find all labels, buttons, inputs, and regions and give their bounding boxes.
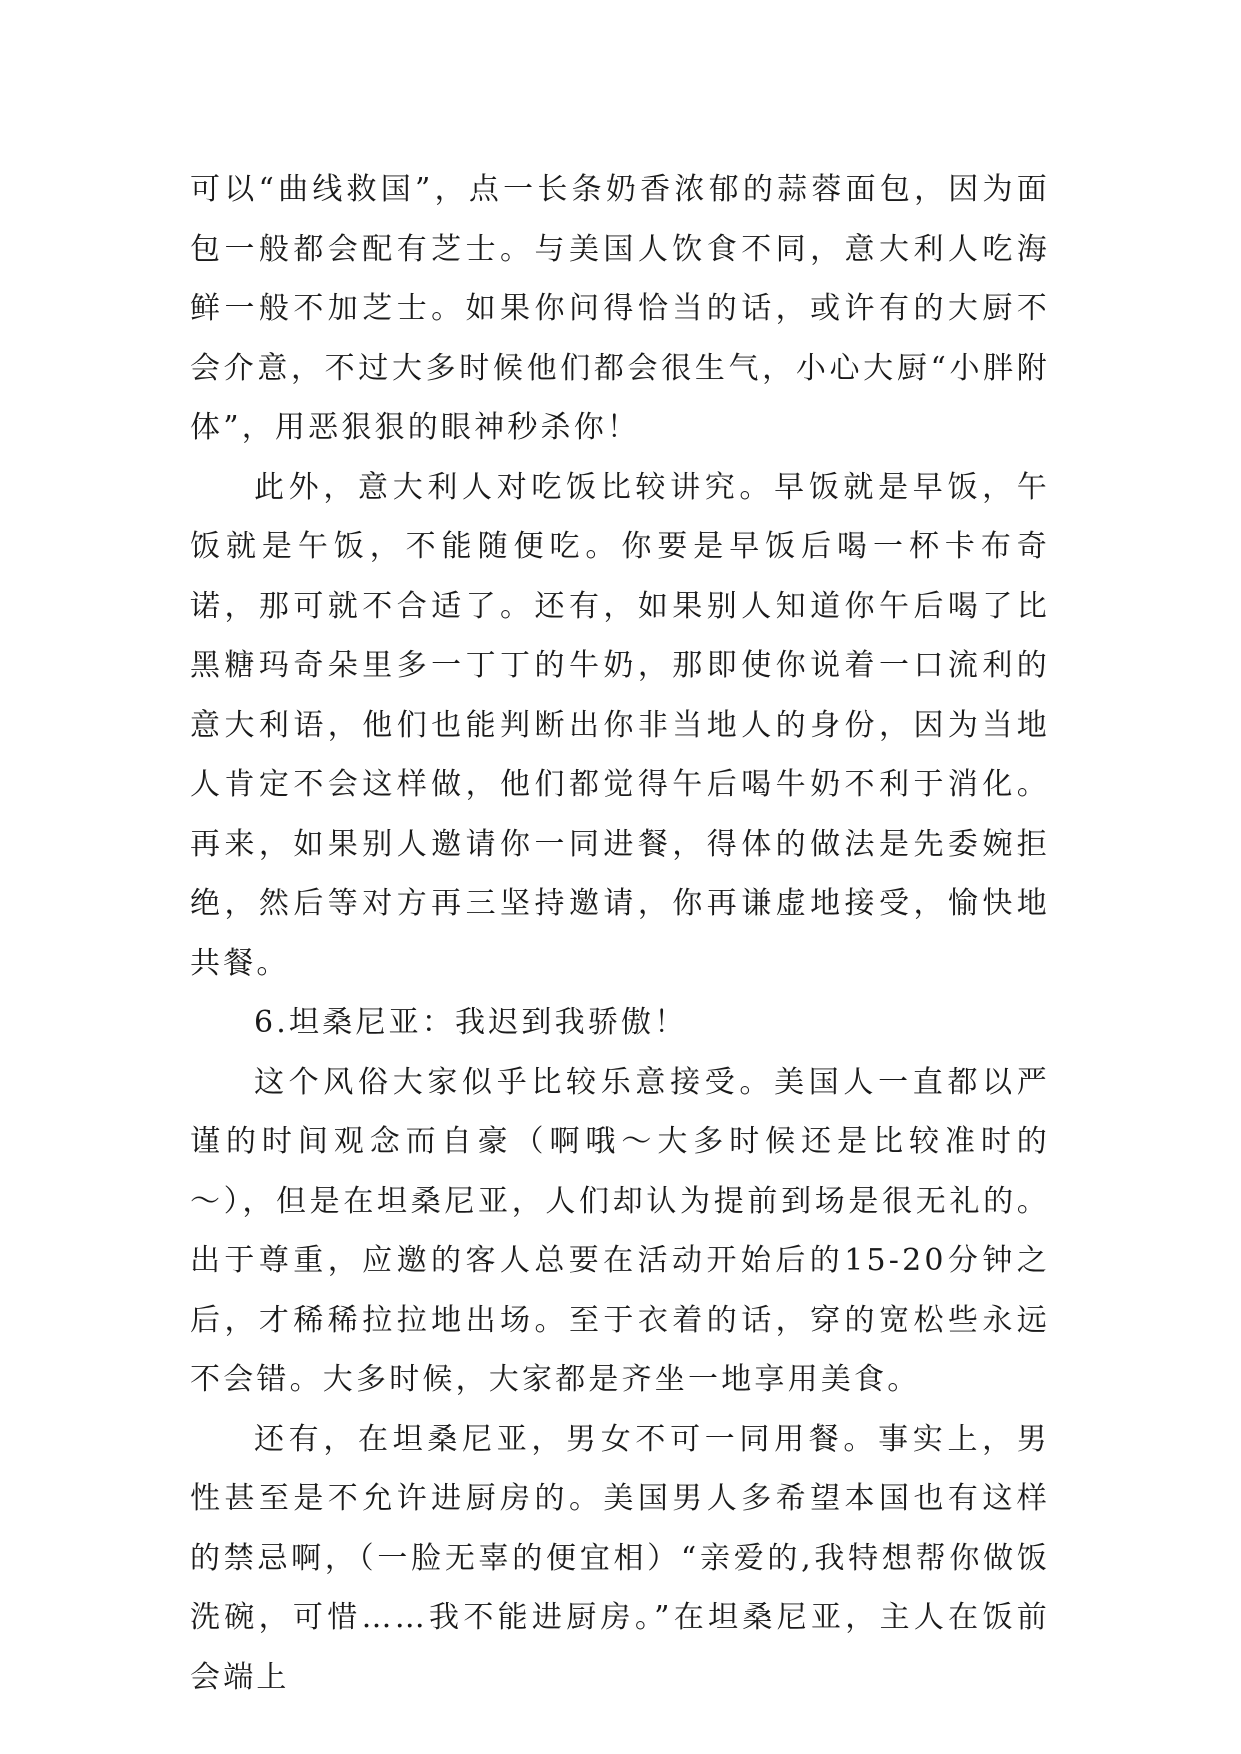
- section-heading: 6.坦桑尼亚：我迟到我骄傲！: [254, 1005, 688, 1040]
- paragraph: 可以“曲线救国”，点一长条奶香浓郁的蒜蓉面包，因为面包一般都会配有芝士。与美国人饮食不同，意大利人吃海鲜一般不加芝士。如果你问得恰当的话，或许有的大厨不会介意，不过大多时候他们都会很生气，小心大厨“小胖附体”，用恶狠狠的眼神秒杀你！: [190, 172, 1050, 445]
- paragraph: 还有，在坦桑尼亚，男女不可一同用餐。事实上，男性甚至是不允许进厨房的。美国男人多希望本国也有这样的禁忌啊，（一脸无辜的便宜相）“亲爱的,我特想帮你做饭洗碗，可惜……我不能进厨房。”在坦桑尼亚，主人在饭前会端上: [190, 1421, 1050, 1695]
- paragraph: 这个风俗大家似乎比较乐意接受。美国人一直都以严谨的时间观念而自豪（啊哦～大多时候还是比较准时的～），但是在坦桑尼亚，人们却认为提前到场是很无礼的。出于尊重，应邀的客人总要在活动开始后的15-20分钟之后，才稀稀拉拉地出场。至于衣着的话，穿的宽松些永远不会错。大多时候，大家都是齐坐一地享用美食。: [190, 1064, 1050, 1397]
- paragraph: 此外，意大利人对吃饭比较讲究。早饭就是早饭，午饭就是午饭，不能随便吃。你要是早饭后喝一杯卡布奇诺，那可就不合适了。还有，如果别人知道你午后喝了比黑糖玛奇朵里多一丁丁的牛奶，那即使你说着一口流利的意大利语，他们也能判断出你非当地人的身份，因为当地人肯定不会这样做，他们都觉得午后喝牛奶不利于消化。再来，如果别人邀请你一同进餐，得体的做法是先委婉拒绝，然后等对方再三坚持邀请，你再谦虚地接受，愉快地共餐。: [190, 469, 1050, 981]
- body-text: [190, 160, 1050, 1707]
